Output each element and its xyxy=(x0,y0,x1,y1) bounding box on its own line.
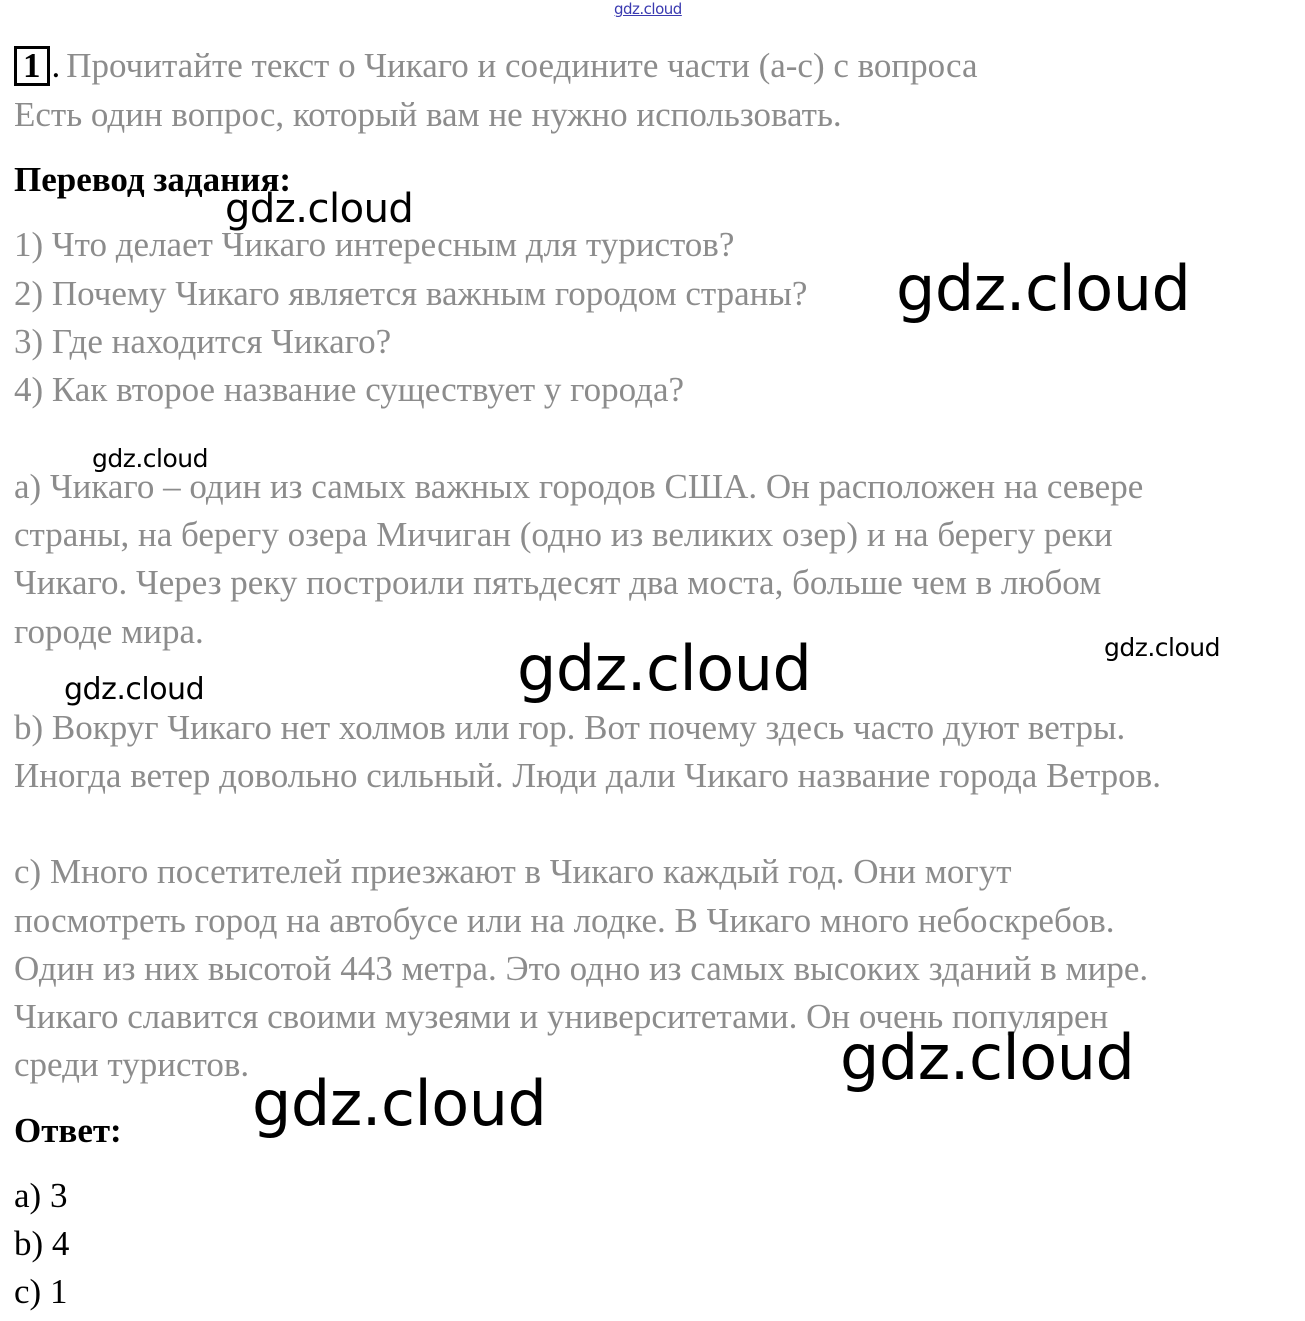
watermark-8: gdz.cloud xyxy=(252,1067,547,1140)
task-number: 1 xyxy=(14,46,50,86)
paragraph-a-line-4: городе мира. xyxy=(14,612,204,651)
paragraph-c-line-3: Один из них высотой 443 метра. Это одно из самых высоких зданий в мире. xyxy=(14,949,1149,988)
answer-heading: Ответ: xyxy=(14,1111,122,1150)
watermark-4: gdz.cloud xyxy=(517,632,812,705)
paragraph-a-line-3: Чикаго. Через реку построили пятьдесят два моста, больше чем в любом xyxy=(14,563,1102,602)
paragraph-b-line-2: Иногда ветер довольно сильный. Люди дали Чикаго название города Ветров. xyxy=(14,756,1161,795)
watermark-3: gdz.cloud xyxy=(92,444,209,473)
question-4: 4) Как второе название существует у города? xyxy=(14,370,685,409)
answer-a: a) 3 xyxy=(14,1176,68,1215)
task-number-dot: . xyxy=(51,46,61,85)
paragraph-c-line-2: посмотреть город на автобусе или на лодке. В Чикаго много небоскребов. xyxy=(14,901,1115,940)
question-1: 1) Что делает Чикаго интересным для туристов? xyxy=(14,225,735,264)
paragraph-a-line-2: страны, на берегу озера Мичиган (одно из великих озер) и на берегу реки xyxy=(14,515,1113,554)
answer-c: c) 1 xyxy=(14,1272,68,1311)
paragraph-c-line-4: Чикаго славится своими музеями и университетами. Он очень популярен xyxy=(14,997,1109,1036)
watermark-1: gdz.cloud xyxy=(225,186,414,232)
paragraph-c-line-5: среди туристов. xyxy=(14,1045,250,1084)
translation-heading: Перевод задания: xyxy=(14,160,292,199)
task-statement-line-1 xyxy=(14,46,978,86)
watermark-2: gdz.cloud xyxy=(896,252,1191,325)
watermark-5: gdz.cloud xyxy=(1104,633,1221,662)
answer-b: b) 4 xyxy=(14,1224,70,1263)
watermark-top: gdz.cloud xyxy=(614,0,682,18)
paragraph-b-line-1: b) Вокруг Чикаго нет холмов или гор. Вот почему здесь часто дуют ветры. xyxy=(14,708,1126,747)
question-2: 2) Почему Чикаго является важным городом страны? xyxy=(14,274,808,313)
watermark-7: gdz.cloud xyxy=(840,1021,1135,1094)
task-statement-line-2: Есть один вопрос, который вам не нужно использовать. xyxy=(14,95,842,134)
paragraph-c-line-1: c) Много посетителей приезжают в Чикаго каждый год. Они могут xyxy=(14,852,1012,891)
task-text-1: Прочитайте текст о Чикаго и соедините части (a-c) с вопроса xyxy=(66,46,978,85)
question-3: 3) Где находится Чикаго? xyxy=(14,322,392,361)
watermark-6: gdz.cloud xyxy=(64,672,205,707)
paragraph-a-line-1: a) Чикаго – один из самых важных городов США. Он расположен на севере xyxy=(14,467,1144,506)
